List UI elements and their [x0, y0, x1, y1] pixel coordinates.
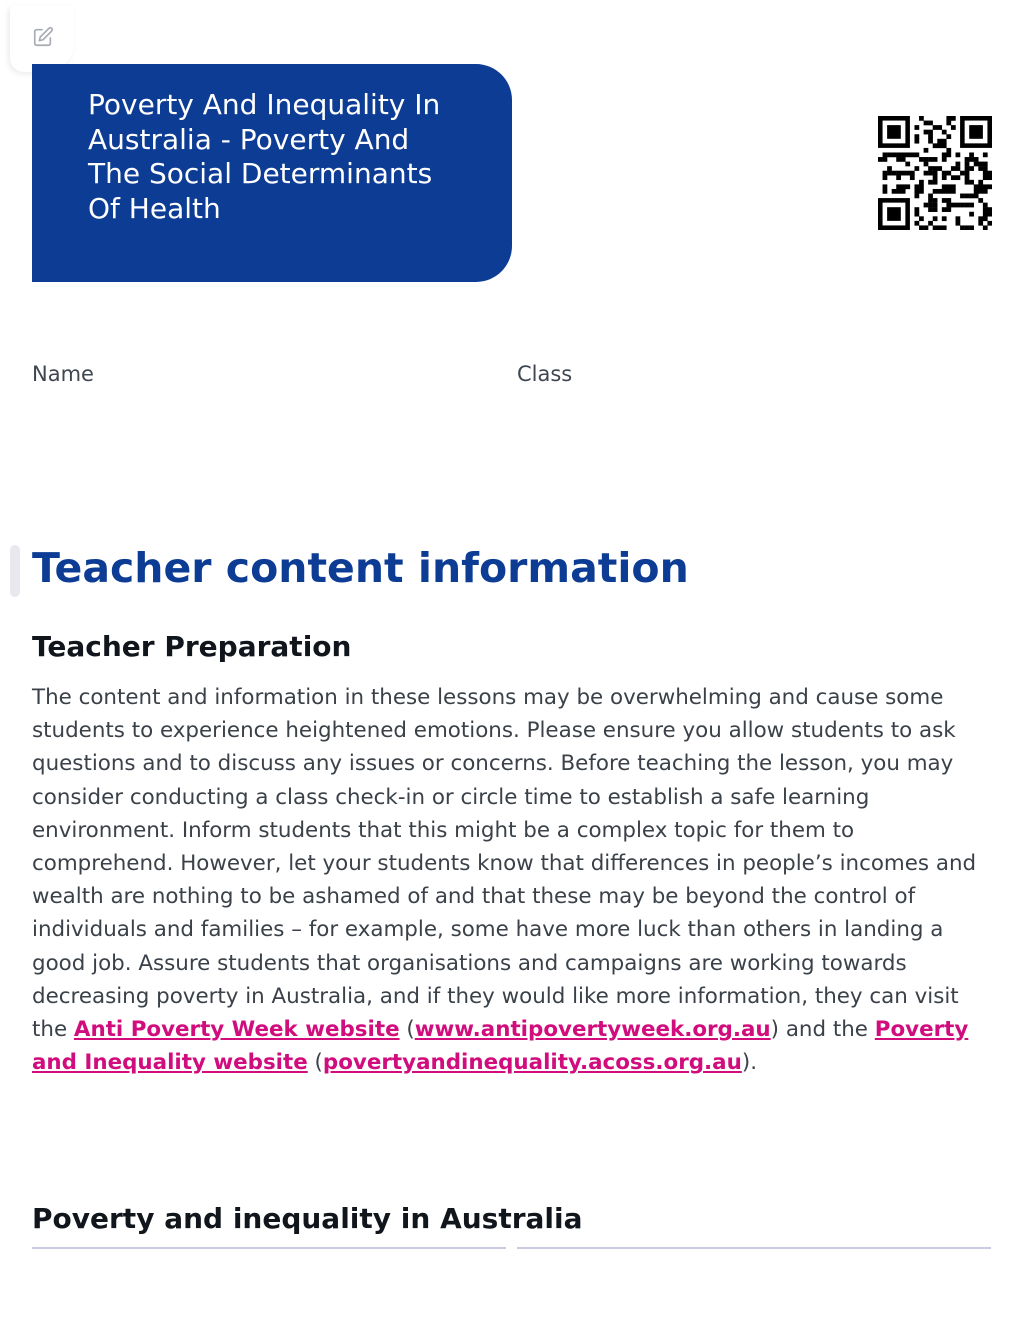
teacher-preparation-text [32, 681, 994, 1079]
divider-right [517, 1247, 991, 1249]
class-field-label: Class [517, 362, 573, 386]
worksheet-title: Poverty And Inequality In Australia - Poverty And The Social Determinants Of Health [88, 88, 441, 225]
teacher-preparation-heading: Teacher Preparation [32, 630, 352, 663]
anti-poverty-week-link[interactable]: Anti Poverty Week website [73, 1017, 400, 1043]
qr-code-icon [878, 116, 992, 230]
title-card [32, 64, 512, 282]
edit-tab[interactable] [10, 6, 74, 72]
poverty-inequality-heading: Poverty and inequality in Australia [32, 1202, 583, 1235]
body-text-part: ). [741, 1050, 757, 1076]
name-field-label: Name [32, 362, 94, 386]
body-text-part: The content and information in these lessons may be overwhelming and cause some students to experience heightened emotions. Please ensure you allow students to ask questions and to discuss any issues or concerns. Before teaching the lesson, you may consider conducting a class check-in or circle time to establish a safe learning environment. Inform students that this might be a complex topic for them to comprehend. However, let your students know that differences in people’s incomes and wealth are nothing to be ashamed of and that these may be beyond the control of individuals and families – for example, some have more luck than others in landing a good job. Assure students that organisations and campaigns are working towards decreasing poverty in Australia, and if they would like more information, they can visit the [32, 685, 977, 1043]
antipovertyweek-url-link[interactable]: www.antipovertyweek.org.au [414, 1017, 771, 1043]
section-title: Teacher content information [32, 544, 689, 592]
divider-left [32, 1247, 506, 1249]
body-text-part: ( [399, 1017, 415, 1043]
body-text-part: ( [307, 1050, 323, 1076]
body-text-part: ) and the [770, 1017, 875, 1043]
pencil-square-icon[interactable] [32, 26, 54, 48]
section-drag-handle[interactable] [10, 545, 20, 597]
acoss-url-link[interactable]: povertyandinequality.acoss.org.au [322, 1050, 742, 1076]
poverty-and-inequality-link[interactable]: Poverty and Inequality website [32, 1017, 969, 1076]
